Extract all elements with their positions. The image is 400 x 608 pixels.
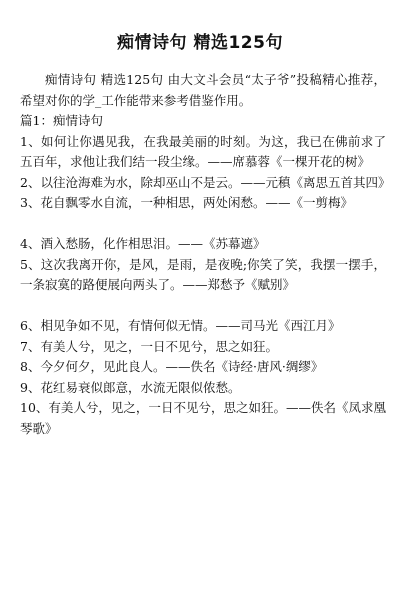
poem-line-8: 8、今夕何夕，见此良人。——佚名《诗经·唐风·绸缪》: [20, 359, 324, 374]
intro-paragraph: 痴情诗句 精选125句 由大文斗会员“太子爷”投稿精心推荐，希望对你的学_工作能带来参考借鉴作用。: [20, 72, 386, 108]
document-body: [20, 70, 391, 439]
poem-line-4: 4、酒入愁肠，化作相思泪。——《苏幕遮》: [20, 236, 266, 251]
section-heading: 篇1：痴情诗句: [20, 113, 103, 128]
poem-line-7: 7、有美人兮，见之，一日不见兮，思之如狂。: [20, 338, 278, 354]
poem-line-5: 5、这次我离开你，是风，是雨，是夜晚;你笑了笑，我摆一摆手，一条寂寞的路便展向两头了。——郑愁予《赋别》: [20, 256, 386, 292]
paragraph-gap: [20, 214, 386, 235]
poem-line-3: 3、花自飘零水自流，一种相思，两处闲愁。——《一剪梅》: [20, 195, 353, 210]
poem-line-1: 1、如何让你遇见我，在我最美丽的时刻。为这，我已在佛前求了五百年，求他让我们结一段尘缘。——席慕蓉《一棵开花的树》: [20, 133, 386, 169]
paragraph-gap: [20, 296, 386, 317]
poem-line-9: 9、花红易衰似郎意，水流无限似侬愁。: [20, 379, 241, 395]
poem-line-6: 6、相见争如不见，有情何似无情。——司马光《西江月》: [20, 318, 341, 333]
poem-line-2: 2、以往沧海难为水，除却巫山不是云。——元稹《离思五首其四》: [20, 174, 391, 190]
poem-line-10: 10、有美人兮，见之，一日不见兮，思之如狂。——佚名《凤求凰琴歌》: [20, 400, 386, 436]
document-title: 痴情诗句 精选125句: [117, 33, 283, 53]
